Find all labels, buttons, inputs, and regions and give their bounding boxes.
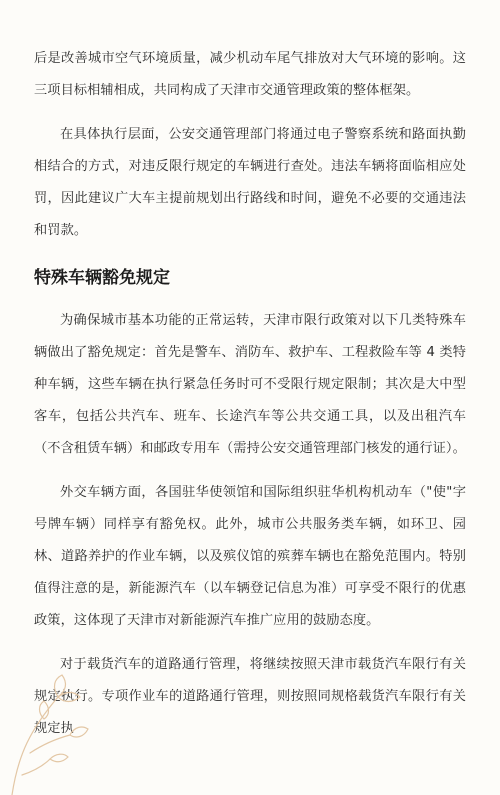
paragraph-enforcement: 在具体执行层面，公安交通管理部门将通过电子警察系统和路面执勤相结合的方式，对违反限行规定的车辆进行查处。违法车辆将面临相应处罚，因此建议广大车主提前规划出行路线和时间，避免不必要的交通违法和罚款。: [34, 127, 466, 238]
paragraph-freight-vehicles: 对于载货汽车的道路通行管理，将继续按照天津市载货汽车限行有关规定执行。专项作业车的道路通行管理，则按照同规格载货汽车限行有关规定执: [34, 657, 466, 736]
section-heading-exemptions: 特殊车辆豁免规定: [34, 268, 170, 288]
paragraph-special-vehicles: 为确保城市基本功能的正常运转，天津市限行政策对以下几类特殊车辆做出了豁免规定：首先是警车、消防车、救护车、工程救险车等 4 类特种车辆，这些车辆在执行紧急任务时可不受限行规定限制；其次是大中型客车，包括公共汽车、班车、长途汽车等公共交通工具，以及出租汽车（不含租赁车辆）和邮政专用车（需持公安交通管理部门核发的通行证）。: [34, 313, 466, 456]
paragraph-objectives-summary: 后是改善城市空气环境质量，减少机动车尾气排放对大气环境的影响。这三项目标相辅相成，共同构成了天津市交通管理政策的整体框架。: [34, 51, 466, 98]
paragraph-diplomatic-vehicles: 外交车辆方面，各国驻华使领馆和国际组织驻华机构机动车（"使"字号牌车辆）同样享有豁免权。此外，城市公共服务类车辆，如环卫、园林、道路养护的作业车辆，以及殡仪馆的殡葬车辆也在豁免范围内。特别值得注意的是，新能源汽车（以车辆登记信息为准）可享受不限行的优惠政策，这体现了天津市对新能源汽车推广应用的鼓励态度。: [34, 485, 466, 628]
